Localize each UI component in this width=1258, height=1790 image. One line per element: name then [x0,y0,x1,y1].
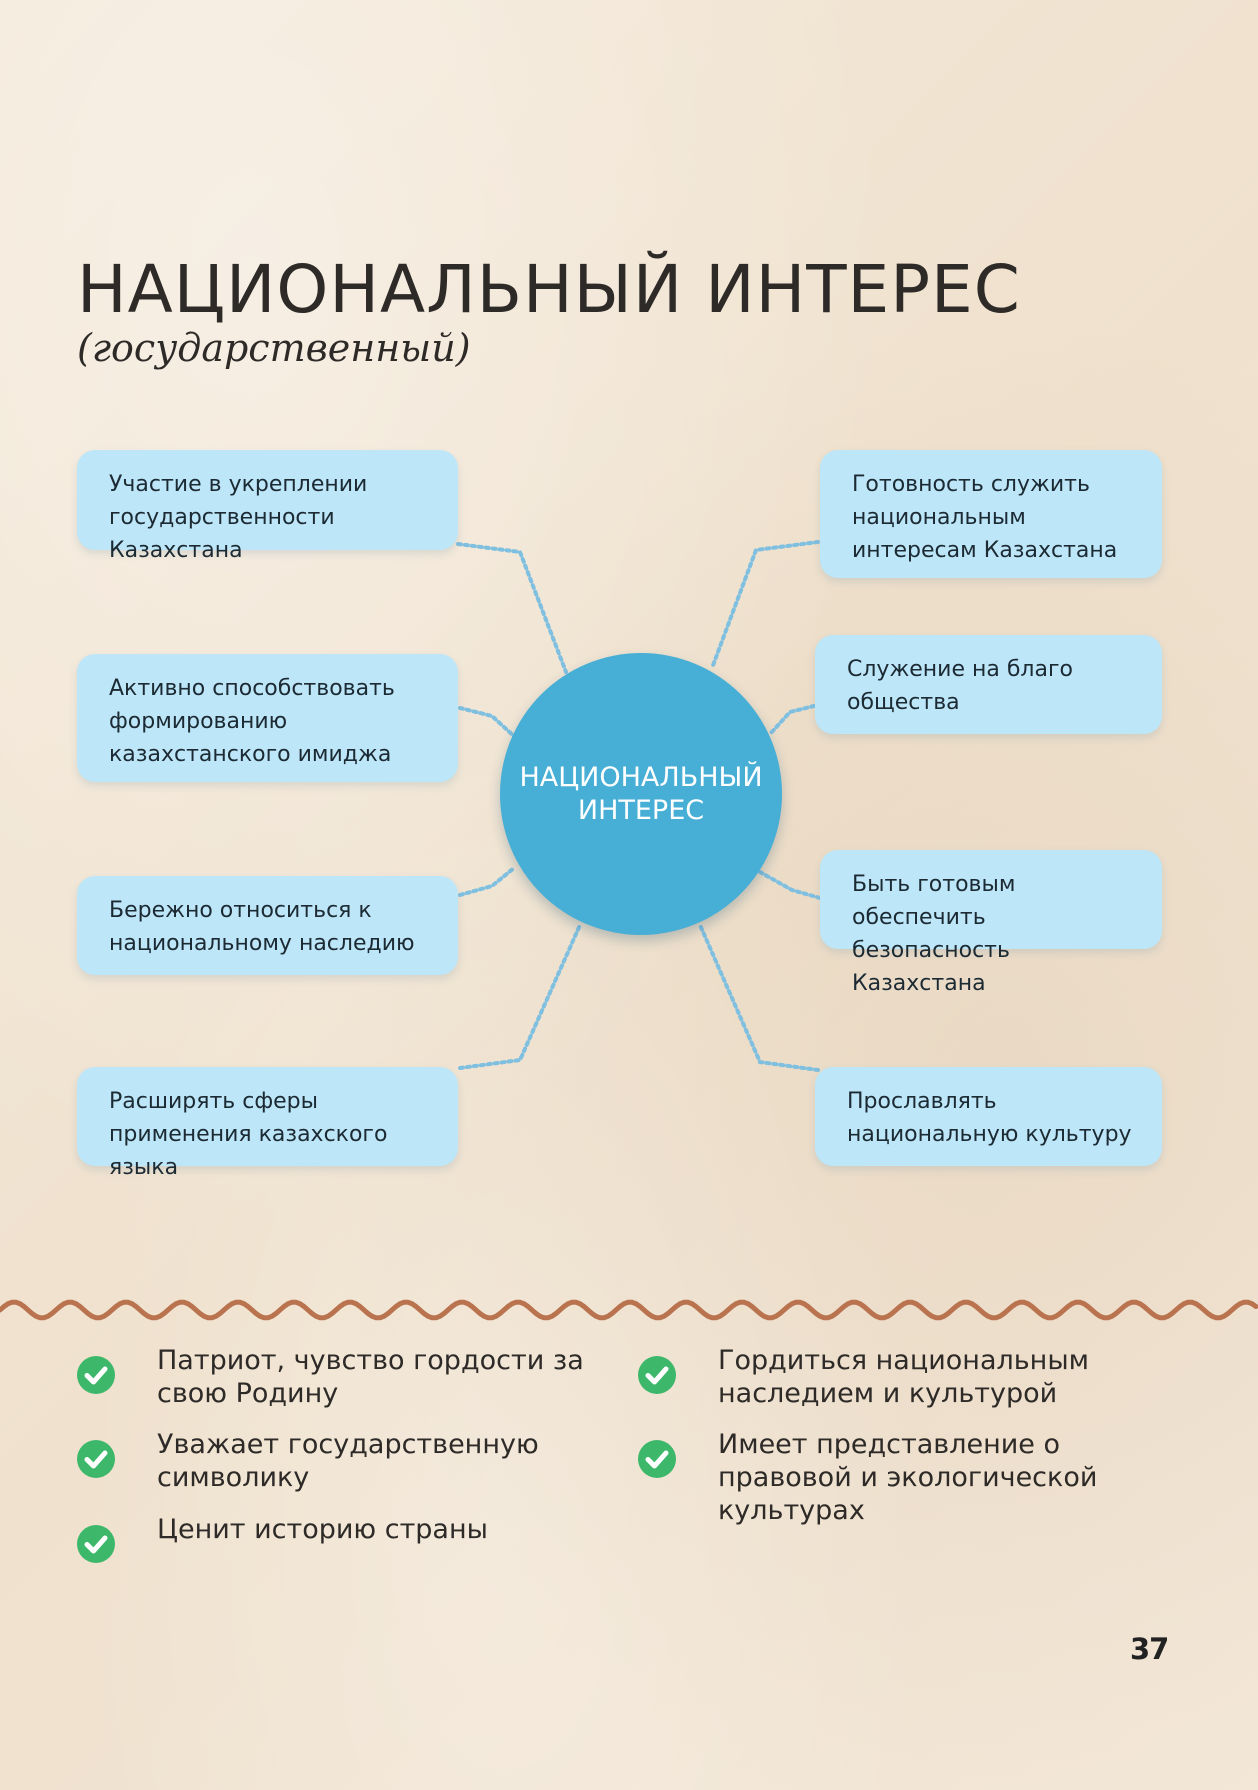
diagram-box-right-4: Прославлять национальную культуру [815,1067,1162,1166]
diagram-box-right-2: Служение на благо общества [815,635,1162,734]
connector-right-3 [760,872,820,898]
check-circle-icon [638,1440,676,1478]
page-title: НАЦИОНАЛЬНЫЙ ИНТЕРЕС [77,251,1021,328]
quality-text: Гордиться национальным наследием и культурой [718,1345,1089,1409]
diagram-center-node [500,653,782,935]
quality-item [638,1428,1138,1527]
connector-left-2 [460,708,516,738]
connector-right-2 [770,706,814,734]
quality-text: Уважает государственную символику [157,1429,539,1493]
quality-item [638,1344,1138,1410]
diagram-box-left-1: Участие в укреплении государственности Казахстана [77,450,458,550]
check-circle-icon [77,1525,115,1563]
diagram-box-left-4: Расширять сферы применения казахского языка [77,1067,458,1166]
check-circle-icon [77,1440,115,1478]
diagram-box-left-2: Активно способствовать формированию казахстанского имиджа [77,654,458,782]
connector-right-1 [712,542,818,668]
diagram-box-right-1: Готовность служить национальным интересам Казахстана [820,450,1162,578]
quality-item [77,1428,597,1494]
wavy-divider [0,1290,1258,1330]
quality-item [77,1344,597,1410]
quality-text: Ценит историю страны [157,1514,488,1545]
diagram-box-left-3: Бережно относиться к национальному наследию [77,876,458,975]
page-subtitle: (государственный) [77,326,471,370]
connector-left-1 [458,544,566,672]
connector-left-4 [460,925,580,1068]
quality-item [77,1513,597,1563]
check-circle-icon [77,1356,115,1394]
connector-right-4 [700,925,818,1070]
quality-text: Имеет представление о правовой и экологической культурах [718,1429,1098,1526]
page-number: 37 [1130,1632,1169,1666]
connector-left-3 [460,868,514,895]
check-circle-icon [638,1356,676,1394]
quality-text: Патриот, чувство гордости за свою Родину [157,1345,584,1409]
diagram-center-label: НАЦИОНАЛЬНЫЙ ИНТЕРЕС [519,762,763,826]
diagram-box-right-3: Быть готовым обеспечить безопасность Казахстана [820,850,1162,949]
